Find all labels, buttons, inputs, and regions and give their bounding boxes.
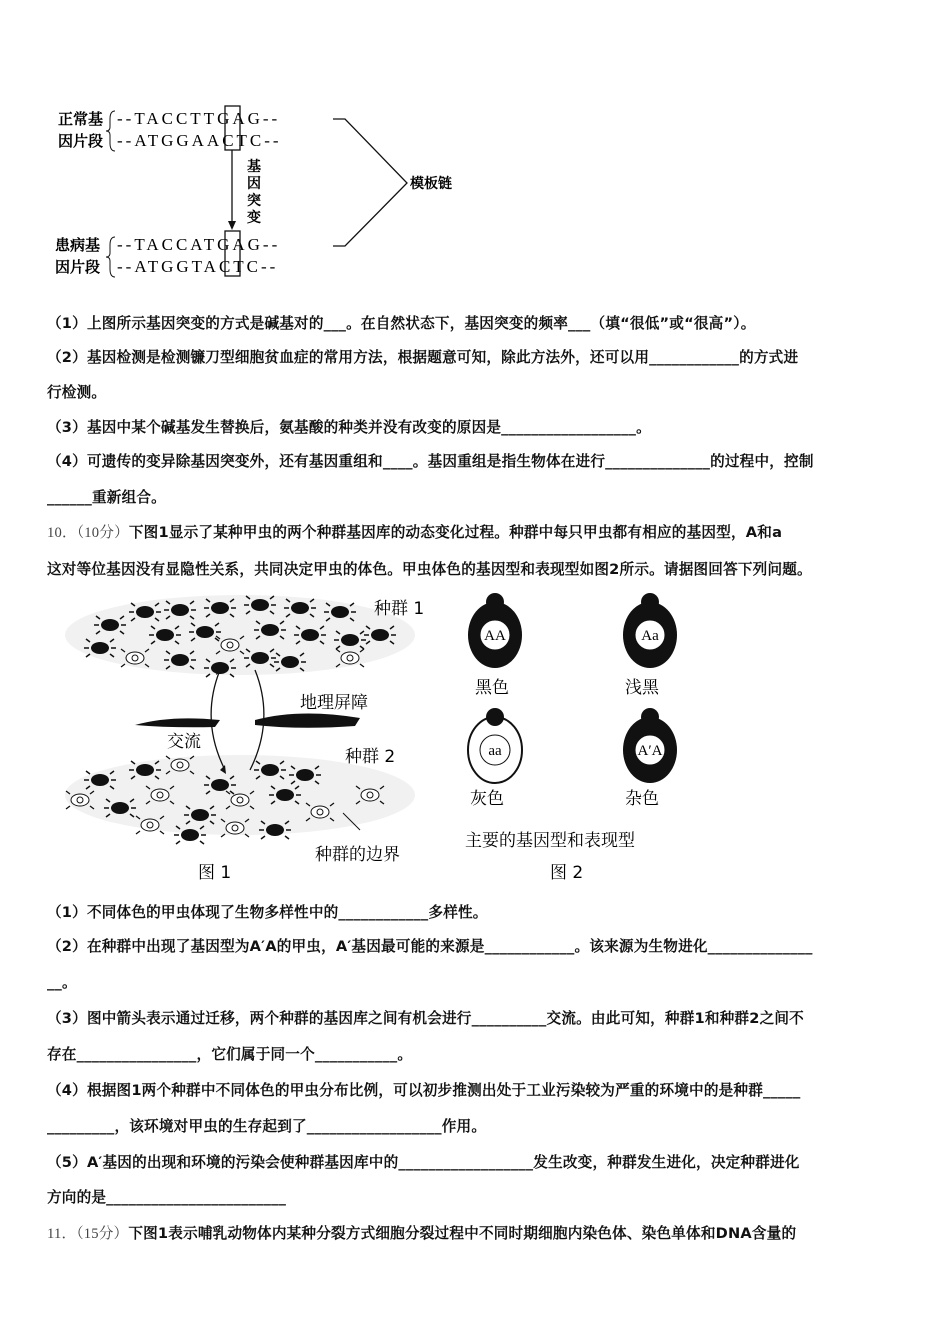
q10-intro-2: 这对等位基因没有显隐性关系，共同决定甲虫的体色。甲虫体色的基因型和表现型如图2所示。请据图回答下列问题。 <box>47 561 812 578</box>
disease-label-1: 患病基 <box>55 236 101 254</box>
template-strand-label: 模板链 <box>410 176 452 192</box>
brace-normal <box>106 111 115 151</box>
q10-part5-cont: 方向的是________________________ <box>47 1189 287 1206</box>
mutation-label-char: 变 <box>247 210 261 226</box>
dna-mutation-figure <box>55 103 475 279</box>
q9-part4-cont: ______重新组合。 <box>47 489 166 506</box>
barrier-label: 地理屏障 <box>300 693 368 713</box>
disease-strand-2: --ATGGTACTC-- <box>117 257 279 276</box>
normal-strand-1: --TACCTTGAG-- <box>117 109 281 128</box>
normal-strand-2: --ATGGAACTC-- <box>117 131 282 150</box>
q10-part2-cont: __。 <box>47 974 77 991</box>
phenotype-label: 黑色 <box>475 678 509 698</box>
genotype-label: aa <box>488 743 502 759</box>
genotype-label: AA <box>484 628 506 644</box>
q10-intro-1 <box>47 521 782 542</box>
mutation-label-char: 因 <box>247 176 261 192</box>
q10-part1: （1）不同体色的甲虫体现了生物多样性中的____________多样性。 <box>47 904 488 921</box>
q9-part2: （2）基因检测是检测镰刀型细胞贫血症的常用方法，根据题意可知，除此方法外，还可以用____________的方式进 <box>47 349 799 366</box>
q10-part3-cont: 存在________________，它们属于同一个___________。 <box>47 1046 413 1063</box>
q10-part4-cont: _________，该环境对甲虫的生存起到了__________________作用。 <box>47 1118 487 1135</box>
brace-disease <box>106 237 115 277</box>
q10-part5: （5）A′基因的出现和环境的污染会使种群基因库中的__________________发生改变，种群发生进化，决定种群进化 <box>47 1154 800 1171</box>
question-number: 10．（10分） <box>47 525 129 541</box>
q11-intro <box>47 1222 796 1243</box>
beetle-figure <box>60 590 710 885</box>
mutation-label-char: 基 <box>247 159 261 175</box>
phenotype-label: 杂色 <box>625 789 659 809</box>
geographic-barrier <box>135 713 360 727</box>
phenotype-label: 灰色 <box>470 789 504 809</box>
question-number: 11．（15分） <box>47 1226 129 1242</box>
figure-2-caption: 图 2 <box>550 863 584 883</box>
population-2-label: 种群 2 <box>345 747 396 767</box>
exchange-label: 交流 <box>167 732 201 752</box>
q10-part2: （2）在种群中出现了基因型为A′A的甲虫，A′基因最可能的来源是____________。该来源为生物进化______________ <box>47 938 813 955</box>
figure-1-caption: 图 1 <box>198 863 232 883</box>
normal-label-2: 因片段 <box>58 132 104 150</box>
disease-label-2: 因片段 <box>55 258 101 276</box>
q9-part3: （3）基因中某个碱基发生替换后，氨基酸的种类并没有改变的原因是__________________。 <box>47 419 651 436</box>
phenotype-label: 浅黑 <box>625 678 659 698</box>
q9-part4: （4）可遗传的变异除基因突变外，还有基因重组和____。基因重组是指生物体在进行______________的过程中，控制 <box>47 453 814 470</box>
q9-part1: （1）上图所示基因突变的方式是碱基对的___。在自然状态下，基因突变的频率___（填“很低”或“很高”）。 <box>47 315 756 332</box>
q9-part2-cont: 行检测。 <box>47 384 107 401</box>
population-1-label: 种群 1 <box>374 599 425 619</box>
arrow-down-icon <box>228 221 236 230</box>
q10-part3: （3）图中箭头表示通过迁移，两个种群的基因库之间有机会进行__________交流。由此可知，种群1和种群2之间不 <box>47 1010 804 1027</box>
disease-strand-1: --TACCATGAG-- <box>117 235 281 254</box>
normal-label-1: 正常基 <box>58 110 104 128</box>
q11-text: 下图1表示哺乳动物体内某种分裂方式细胞分裂过程中不同时期细胞内染色体、染色单体和DNA含量的 <box>128 1225 797 1242</box>
q10-intro-text: 下图1显示了某种甲虫的两个种群基因库的动态变化过程。种群中每只甲虫都有相应的基因型，A和a <box>128 524 783 541</box>
q10-part4: （4）根据图1两个种群中不同体色的甲虫分布比例，可以初步推测出处于工业污染较为严重的环境中的是种群_____ <box>47 1082 801 1099</box>
boundary-label: 种群的边界 <box>315 845 400 865</box>
mutation-label-char: 突 <box>247 193 261 209</box>
figure-2-subtitle: 主要的基因型和表现型 <box>465 831 635 851</box>
genotype-label: A′A <box>637 743 663 759</box>
genotype-label: Aa <box>641 628 659 644</box>
